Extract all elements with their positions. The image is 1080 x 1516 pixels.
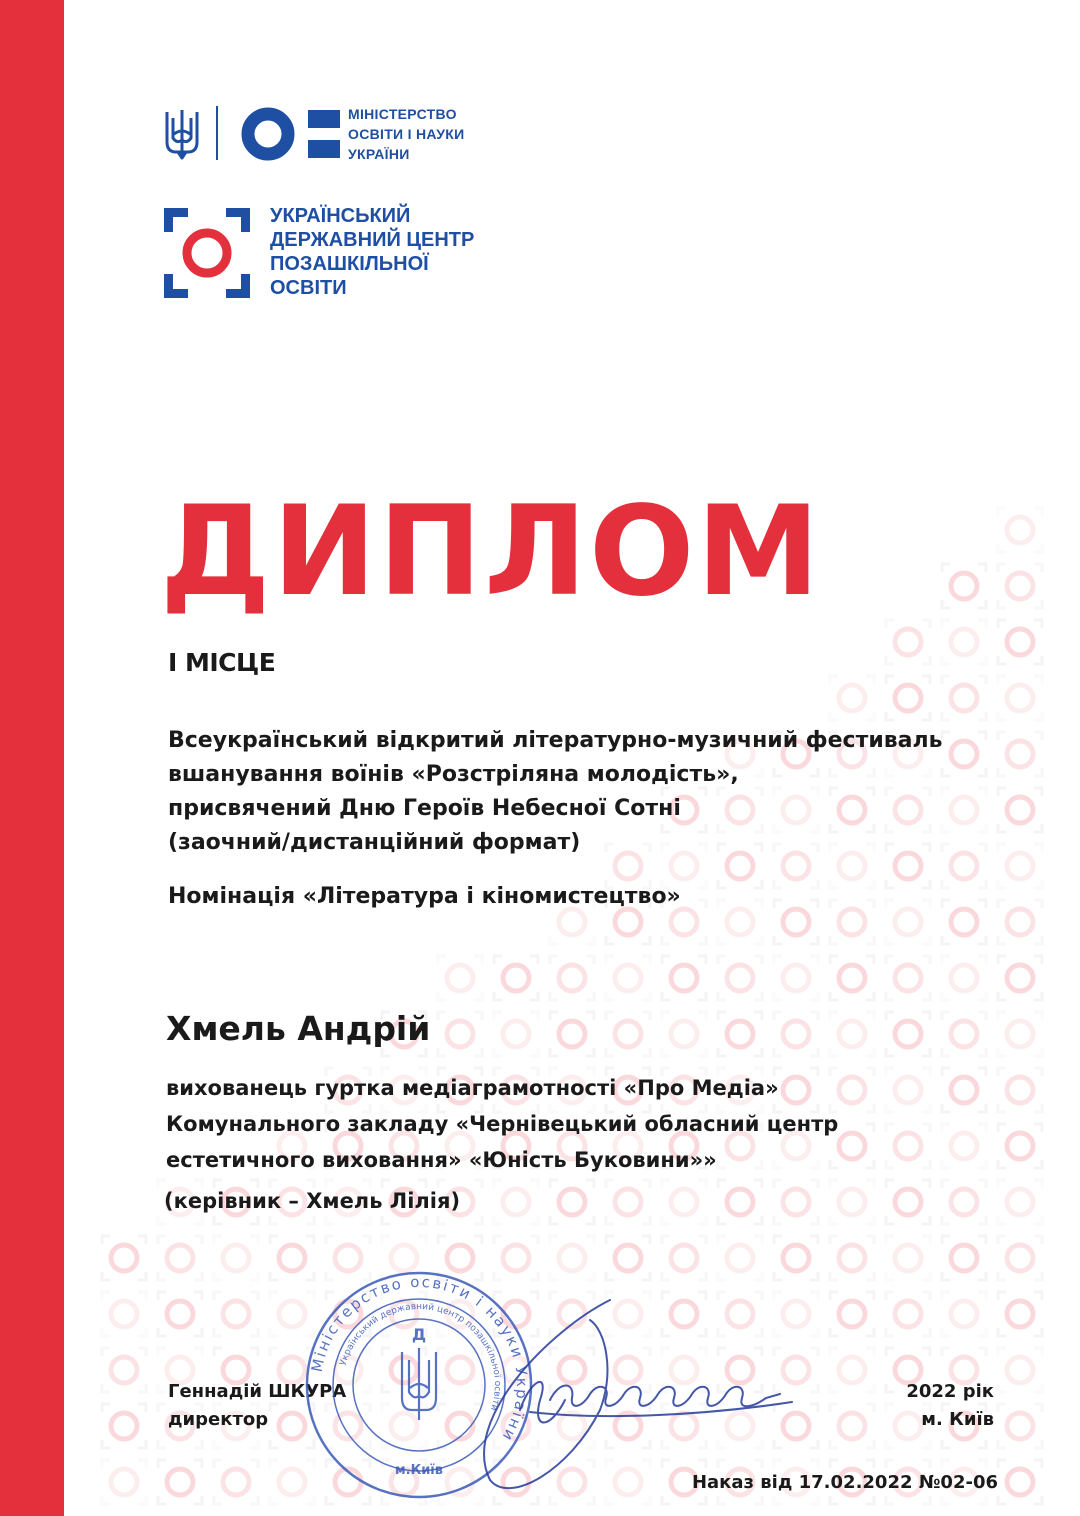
pattern-ring: [662, 1012, 706, 1056]
affiliation-line: Комунального закладу «Чернівецький обласний центр: [166, 1112, 839, 1136]
pattern-ring: [158, 1292, 202, 1336]
pattern-ring: [774, 956, 818, 1000]
pattern-ring: [718, 1012, 762, 1056]
pattern-ring: [606, 1180, 650, 1224]
pattern-ring: [158, 1460, 202, 1504]
pattern-ring: [886, 676, 930, 720]
pattern-ring: [998, 1404, 1042, 1448]
affiliation-line: естетичного виховання» «Юність Буковини»»: [166, 1148, 717, 1172]
pattern-ring: [998, 564, 1042, 608]
city: м. Київ: [921, 1409, 994, 1430]
year: 2022 рік: [906, 1381, 994, 1402]
event-line: присвячений Дню Героїв Небесної Сотні: [168, 796, 681, 821]
supervisor: (керівник – Хмель Лілія): [164, 1189, 461, 1213]
pattern-ring: [998, 1460, 1042, 1504]
pattern-ring: [830, 956, 874, 1000]
pattern-ring: [942, 1012, 986, 1056]
center-name: [270, 204, 530, 300]
order-reference: Наказ від 17.02.2022 №02-06: [691, 1472, 998, 1493]
pattern-ring: [886, 1180, 930, 1224]
stamp-outer-text: Міністерство освіти і науки України: [307, 1272, 532, 1446]
pattern-ring: [830, 1012, 874, 1056]
pattern-ring: [774, 1012, 818, 1056]
stamp-inner-text: Український державний центр позашкільної освіти: [338, 1301, 503, 1412]
pattern-ring: [550, 1180, 594, 1224]
pattern-ring: [718, 900, 762, 944]
pattern-ring: [102, 1460, 146, 1504]
pattern-ring: [942, 1180, 986, 1224]
pattern-ring: [942, 900, 986, 944]
pattern-ring: [998, 956, 1042, 1000]
pattern-ring: [998, 620, 1042, 664]
event-description: [168, 724, 1008, 860]
ministry-mark-icon: [240, 104, 344, 164]
signer-role: директор: [168, 1409, 269, 1430]
pattern-ring: [718, 956, 762, 1000]
pattern-ring: [214, 1460, 258, 1504]
event-line: (заочний/дистанційний формат): [168, 830, 581, 855]
pattern-ring: [494, 1180, 538, 1224]
center-frame-logo-icon: [164, 208, 250, 298]
pattern-ring: [886, 1292, 930, 1336]
pattern-ring: [662, 1180, 706, 1224]
pattern-ring: [214, 1236, 258, 1280]
pattern-ring: [942, 676, 986, 720]
pattern-ring: [998, 1348, 1042, 1392]
pattern-ring: [102, 1292, 146, 1336]
pattern-ring: [942, 1292, 986, 1336]
recipient-name: Хмель Андрій: [166, 1009, 431, 1048]
pattern-ring: [550, 1012, 594, 1056]
date-place-block: [906, 1378, 994, 1434]
pattern-ring: [886, 1012, 930, 1056]
trident-icon: [164, 108, 200, 160]
center-line: УКРАЇНСЬКИЙ: [270, 205, 411, 227]
pattern-ring: [998, 1180, 1042, 1224]
pattern-ring: [998, 676, 1042, 720]
pattern-ring: [942, 1236, 986, 1280]
ministry-line: УКРАЇНИ: [348, 146, 410, 162]
pattern-ring: [830, 1292, 874, 1336]
pattern-ring: [606, 1236, 650, 1280]
pattern-ring: [886, 1236, 930, 1280]
pattern-ring: [998, 508, 1042, 552]
pattern-ring: [942, 620, 986, 664]
stamp-letter: Д: [411, 1325, 427, 1344]
stamp-city: м.Київ: [395, 1463, 443, 1478]
pattern-ring: [662, 1236, 706, 1280]
pattern-ring: [774, 900, 818, 944]
pattern-ring: [494, 1012, 538, 1056]
pattern-ring: [830, 1236, 874, 1280]
pattern-ring: [830, 1348, 874, 1392]
ministry-line: МІНІСТЕРСТВО: [348, 106, 457, 122]
pattern-ring: [886, 900, 930, 944]
ministry-name: [348, 104, 508, 164]
center-line: ОСВІТИ: [270, 277, 347, 299]
event-line: Всеукраїнський відкритий літературно-музичний фестиваль: [168, 728, 943, 753]
pattern-ring: [998, 1236, 1042, 1280]
pattern-ring: [550, 956, 594, 1000]
pattern-ring: [718, 1236, 762, 1280]
pattern-ring: [774, 1236, 818, 1280]
diploma-title: ДИПЛОМ: [160, 480, 822, 624]
ministry-line: ОСВІТИ І НАУКИ: [348, 126, 465, 142]
pattern-ring: [662, 956, 706, 1000]
event-line: вшанування воїнів «Розстріляна молодість»,: [168, 762, 739, 787]
pattern-ring: [550, 1236, 594, 1280]
pattern-ring: [158, 1236, 202, 1280]
pattern-ring: [102, 1236, 146, 1280]
pattern-ring: [998, 1292, 1042, 1336]
nomination: Номінація «Література і кіномистецтво»: [168, 884, 681, 909]
pattern-ring: [606, 956, 650, 1000]
pattern-ring: [718, 1180, 762, 1224]
pattern-ring: [830, 676, 874, 720]
pattern-ring: [998, 900, 1042, 944]
pattern-ring: [494, 956, 538, 1000]
pattern-ring: [102, 1404, 146, 1448]
pattern-ring: [606, 1012, 650, 1056]
pattern-ring: [998, 1012, 1042, 1056]
logo-separator: [216, 106, 218, 160]
signer-name: Геннадій ШКУРА: [168, 1381, 347, 1402]
center-line: ДЕРЖАВНИЙ ЦЕНТР: [270, 229, 475, 251]
pattern-ring: [942, 564, 986, 608]
pattern-ring: [942, 956, 986, 1000]
pattern-ring: [886, 956, 930, 1000]
affiliation-line: вихованець гуртка медіаграмотності «Про Медіа»: [166, 1076, 779, 1100]
center-line: ПОЗАШКІЛЬНОЇ: [270, 253, 429, 275]
pattern-ring: [830, 900, 874, 944]
pattern-ring: [214, 1292, 258, 1336]
affiliation: [166, 1070, 1026, 1178]
pattern-ring: [438, 956, 482, 1000]
pattern-ring: [438, 1012, 482, 1056]
place-label: І МІСЦЕ: [168, 648, 276, 677]
pattern-ring: [886, 620, 930, 664]
pattern-ring: [774, 1180, 818, 1224]
pattern-ring: [102, 1348, 146, 1392]
pattern-ring: [830, 1180, 874, 1224]
pattern-ring: [830, 1404, 874, 1448]
